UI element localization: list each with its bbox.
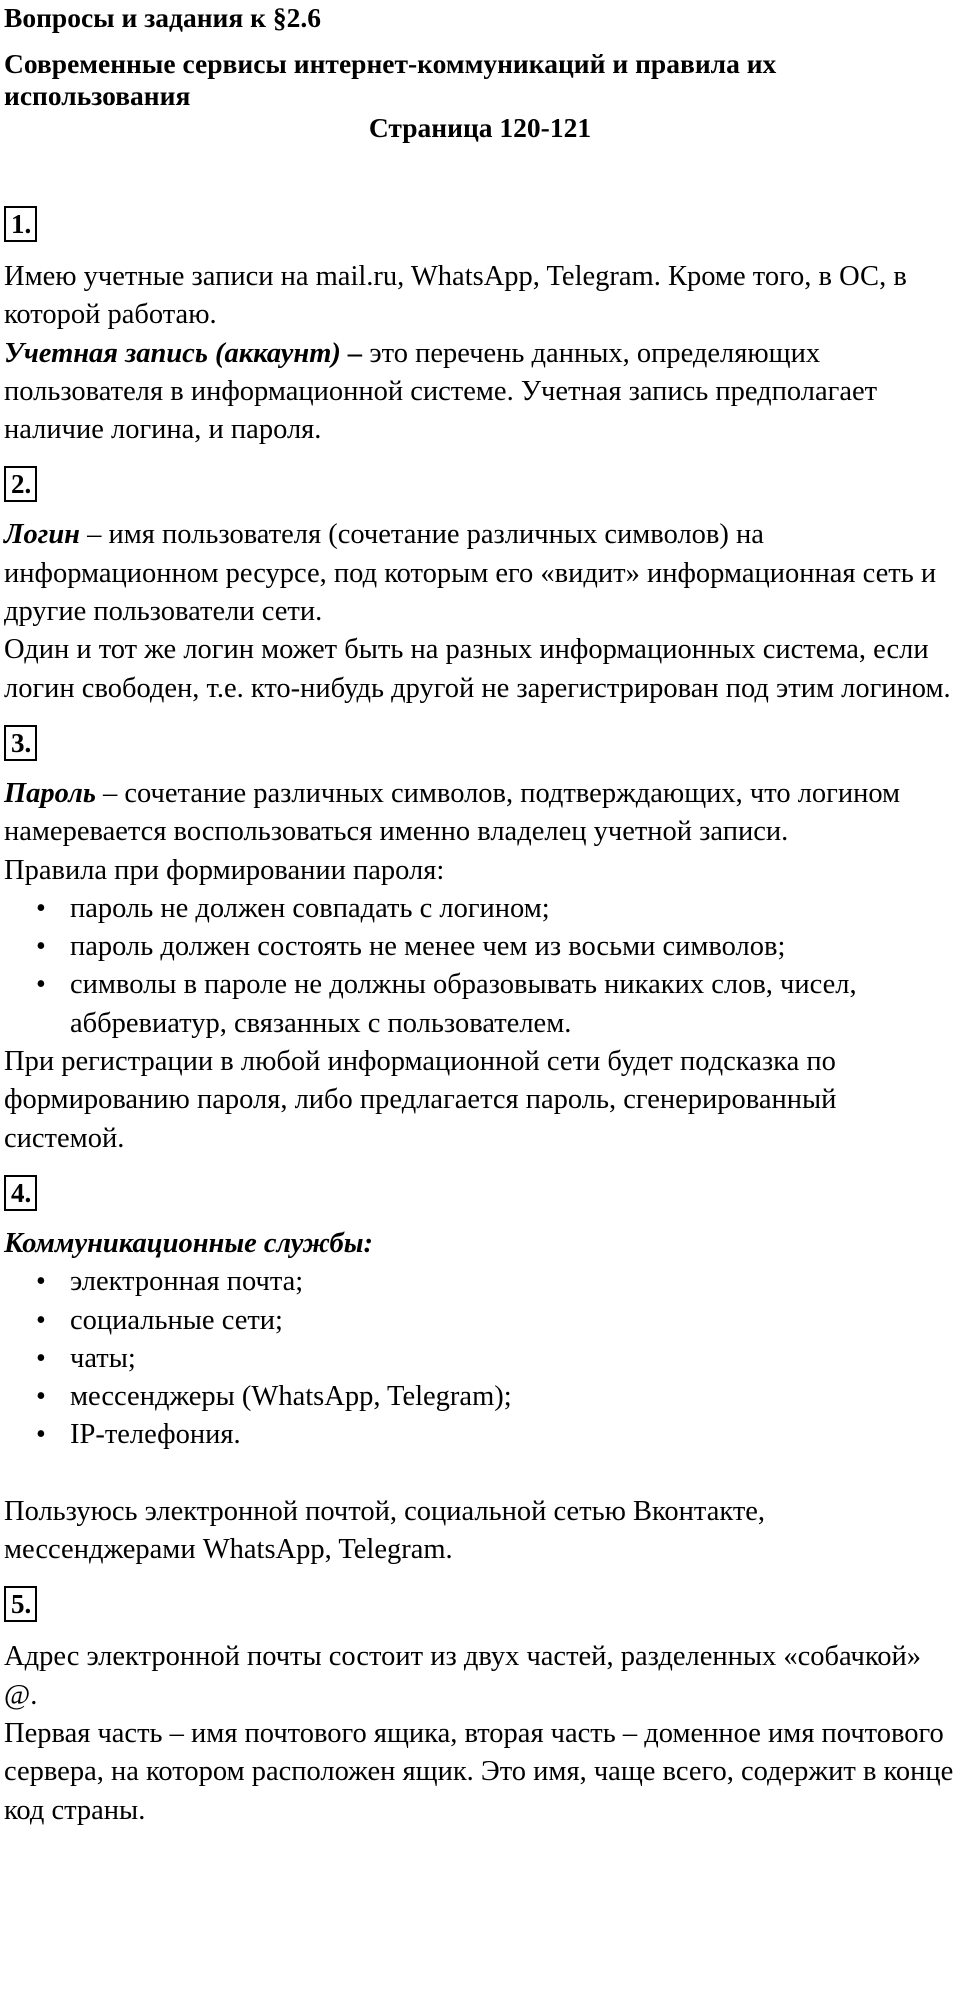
term: Пароль: [4, 777, 96, 809]
answer-text: Имею учетные записи на mail.ru, WhatsApp, Telegram. Кроме того, в ОС, в которой работаю.: [4, 261, 907, 331]
answer-text: Пользуюсь электронной почтой, социальной сетью Вконтакте, мессенджерами WhatsApp, Telegram.: [4, 1495, 766, 1566]
question-number: 3.: [4, 725, 37, 761]
definition-text: – имя пользователя (сочетание различных символов) на информационном ресурсе, под которым его «видит» информационная сеть и другие пользователи сети.: [4, 519, 937, 628]
services-title: Коммуникационные службы:: [4, 1227, 373, 1259]
definition-text: это перечень данных, определяющих пользователя в информационной системе. Учетная запись предполагает наличие логина, и пароля.: [4, 337, 878, 446]
question-5: [4, 1586, 956, 1622]
list-item: • пароль должен состоять не менее чем из восьми символов;: [4, 928, 956, 966]
question-number: 5.: [4, 1586, 37, 1622]
question-number: 2.: [4, 466, 37, 502]
term: Учетная запись (аккаунт) –: [4, 337, 363, 369]
list-item: • пароль не должен совпадать с логином;: [4, 890, 956, 928]
definition: [4, 516, 956, 631]
definition-text: – сочетание различных символов, подтверждающих, что логином намеревается воспользоваться именно владелец учетной записи.: [4, 777, 901, 848]
definition: [4, 775, 956, 852]
answer-2: [4, 516, 956, 707]
list-item: • электронная почта;: [4, 1263, 956, 1301]
rules-title: Правила при формировании пароля:: [4, 854, 445, 886]
list-item: • символы в пароле не должны образовывать никаких слов, чисел, аббревиатур, связанных с пользователем.: [4, 966, 956, 1043]
term: Логин: [4, 519, 80, 551]
page-range: Страница 120-121: [368, 112, 592, 143]
section-subtitle: Современные сервисы интернет-коммуникаций и правила их использования: [4, 48, 777, 111]
question-2: [4, 466, 956, 502]
answer-text: Один и тот же логин может быть на разных информационных система, если логин свободен, т.е. кто-нибудь другой не зарегистрирован под этим логином.: [4, 634, 951, 704]
answer-text: Первая часть – имя почтового ящика, вторая часть – доменное имя почтового сервера, на котором расположен ящик. Это имя, чаще всего, содержит в конце код страны.: [4, 1717, 954, 1826]
password-rules-list: [4, 890, 956, 1043]
question-3: [4, 725, 956, 761]
question-4: [4, 1175, 956, 1211]
services-list: [4, 1263, 956, 1454]
question-number: 1.: [4, 206, 37, 242]
list-item: • IP-телефония.: [4, 1416, 956, 1454]
question-number: 4.: [4, 1175, 37, 1211]
answer-3: [4, 775, 956, 1158]
list-item: • чаты;: [4, 1340, 956, 1378]
answer-4: [4, 1225, 956, 1569]
list-item: • социальные сети;: [4, 1302, 956, 1340]
answer-text: Адрес электронной почты состоит из двух частей, разделенных «собачкой» @.: [4, 1641, 922, 1711]
answer-text: При регистрации в любой информационной сети будет подсказка по формированию пароля, либо предлагается пароль, сгенерированный системой.: [4, 1046, 837, 1154]
definition: [4, 335, 956, 450]
answer-1: [4, 258, 956, 449]
page-title: Вопросы и задания к §2.6: [4, 2, 322, 33]
answer-5: [4, 1638, 956, 1829]
list-item: • мессенджеры (WhatsApp, Telegram);: [4, 1378, 956, 1416]
question-1: [4, 206, 956, 242]
